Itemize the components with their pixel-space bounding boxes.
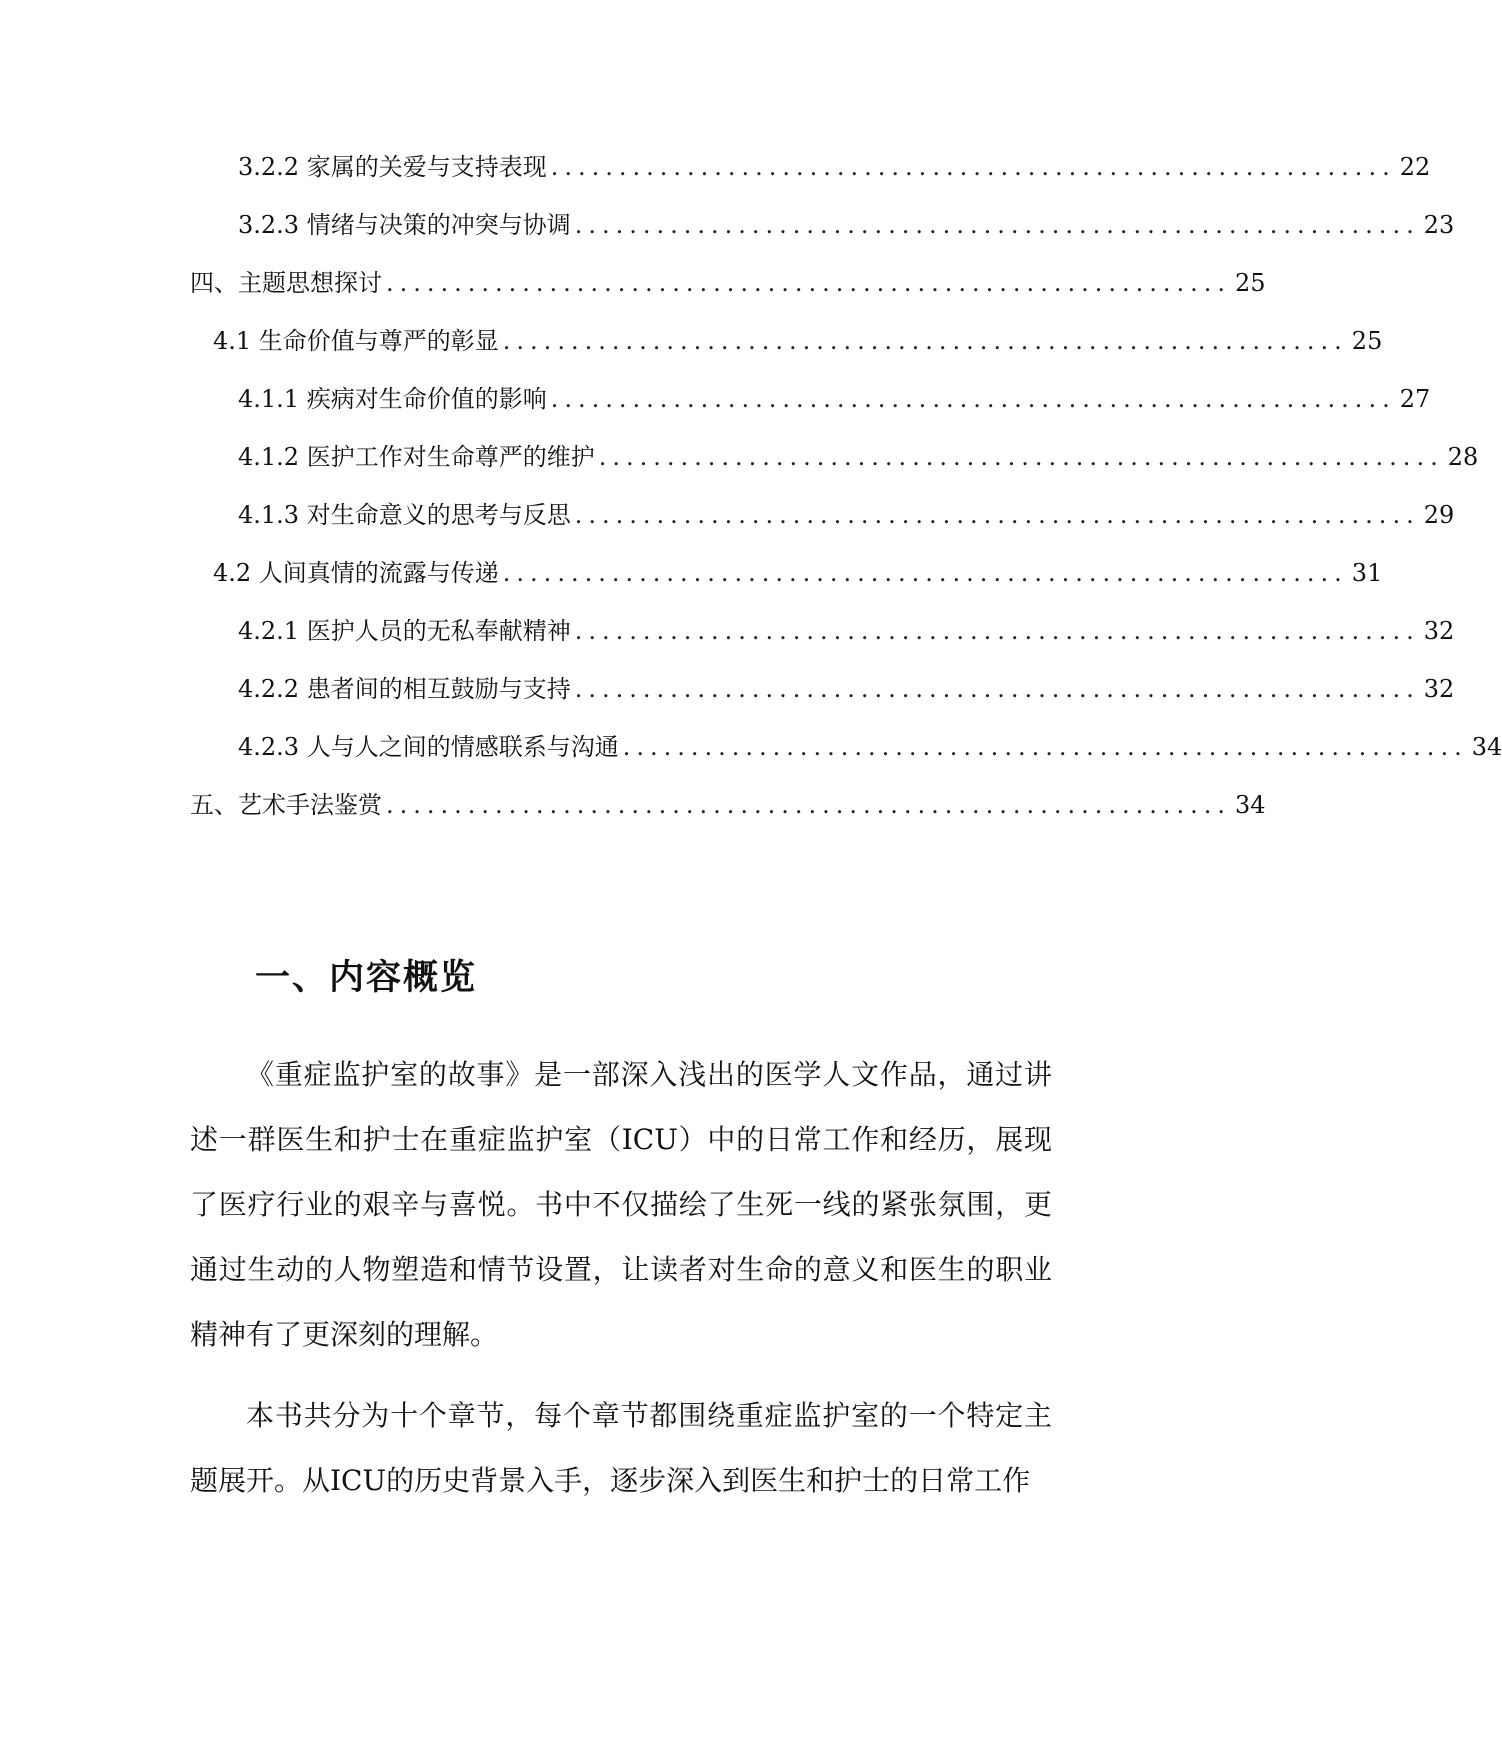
toc-page-number: 25 [1351, 327, 1383, 355]
toc-entry-title: 四、主题思想探讨 [190, 269, 382, 297]
toc-entry-title: 4.1.3 对生命意义的思考与反思 [238, 501, 571, 529]
toc-leader-dots: .............................................................. [502, 327, 1348, 355]
section-heading: 一、内容概览 [255, 958, 478, 998]
toc-entry-title: 五、艺术手法鉴赏 [190, 791, 382, 819]
toc-entry[interactable] [190, 266, 1266, 300]
toc-entry[interactable] [238, 150, 1431, 184]
toc-entry[interactable] [238, 440, 1479, 474]
toc-leader-dots: .............................................................. [574, 675, 1420, 703]
body-paragraph: 本书共分为十个章节，每个章节都围绕重症监护室的一个特定主题展开。从ICU的历史背景入手，逐步深入到医生和护士的日常工作 [190, 1399, 1052, 1497]
toc-leader-dots: .............................................................. [598, 443, 1444, 471]
toc-leader-dots: .............................................................. [574, 501, 1420, 529]
toc-entry[interactable] [238, 498, 1455, 532]
toc-page-number: 32 [1423, 617, 1455, 645]
section-body [190, 1042, 1052, 1529]
toc-leader-dots: .............................................................. [386, 269, 1231, 297]
toc-leader-dots: .............................................................. [502, 559, 1348, 587]
toc-page-number: 22 [1399, 153, 1431, 181]
toc-leader-dots: .............................................................. [550, 385, 1396, 413]
toc-entry-title: 4.2.2 患者间的相互鼓励与支持 [238, 675, 571, 703]
body-paragraph: 《重症监护室的故事》是一部深入浅出的医学人文作品，通过讲述一群医生和护士在重症监护室（ICU）中的日常工作和经历，展现了医疗行业的艰辛与喜悦。书中不仅描绘了生死一线的紧张氛围，更通过生动的人物塑造和情节设置，让读者对生命的意义和医生的职业精神有了更深刻的理解。 [190, 1058, 1052, 1351]
toc-entry[interactable] [238, 382, 1431, 416]
toc-entry[interactable] [190, 788, 1266, 822]
toc-page-number: 29 [1423, 501, 1455, 529]
toc-entry[interactable] [238, 614, 1455, 648]
toc-leader-dots: .............................................................. [622, 733, 1468, 761]
toc-entry-title: 4.2 人间真情的流露与传递 [213, 559, 499, 587]
toc-page-number: 34 [1471, 733, 1502, 761]
toc-leader-dots: .............................................................. [574, 617, 1420, 645]
toc-page-number: 32 [1423, 675, 1455, 703]
toc-page-number: 25 [1235, 269, 1266, 297]
toc-page-number: 23 [1423, 211, 1455, 239]
toc-entry-title: 4.2.1 医护人员的无私奉献精神 [238, 617, 571, 645]
toc-page-number: 28 [1447, 443, 1479, 471]
toc-entry-title: 3.2.2 家属的关爱与支持表现 [238, 153, 547, 181]
toc-entry[interactable] [238, 672, 1455, 706]
toc-entry[interactable] [238, 208, 1455, 242]
toc-leader-dots: .............................................................. [386, 791, 1231, 819]
toc-leader-dots: .............................................................. [550, 153, 1396, 181]
toc-entry-title: 4.2.3 人与人之间的情感联系与沟通 [238, 733, 619, 761]
toc-entry[interactable] [238, 730, 1502, 764]
toc-leader-dots: .............................................................. [574, 211, 1420, 239]
toc-entry[interactable] [213, 324, 1383, 358]
toc-page-number: 31 [1351, 559, 1383, 587]
toc-entry[interactable] [213, 556, 1383, 590]
toc-entry-title: 4.1.2 医护工作对生命尊严的维护 [238, 443, 595, 471]
toc-entry-title: 3.2.3 情绪与决策的冲突与协调 [238, 211, 571, 239]
toc-entry-title: 4.1 生命价值与尊严的彰显 [213, 327, 499, 355]
toc-page-number: 27 [1399, 385, 1431, 413]
toc-entry-title: 4.1.1 疾病对生命价值的影响 [238, 385, 547, 413]
toc-page-number: 34 [1235, 791, 1266, 819]
